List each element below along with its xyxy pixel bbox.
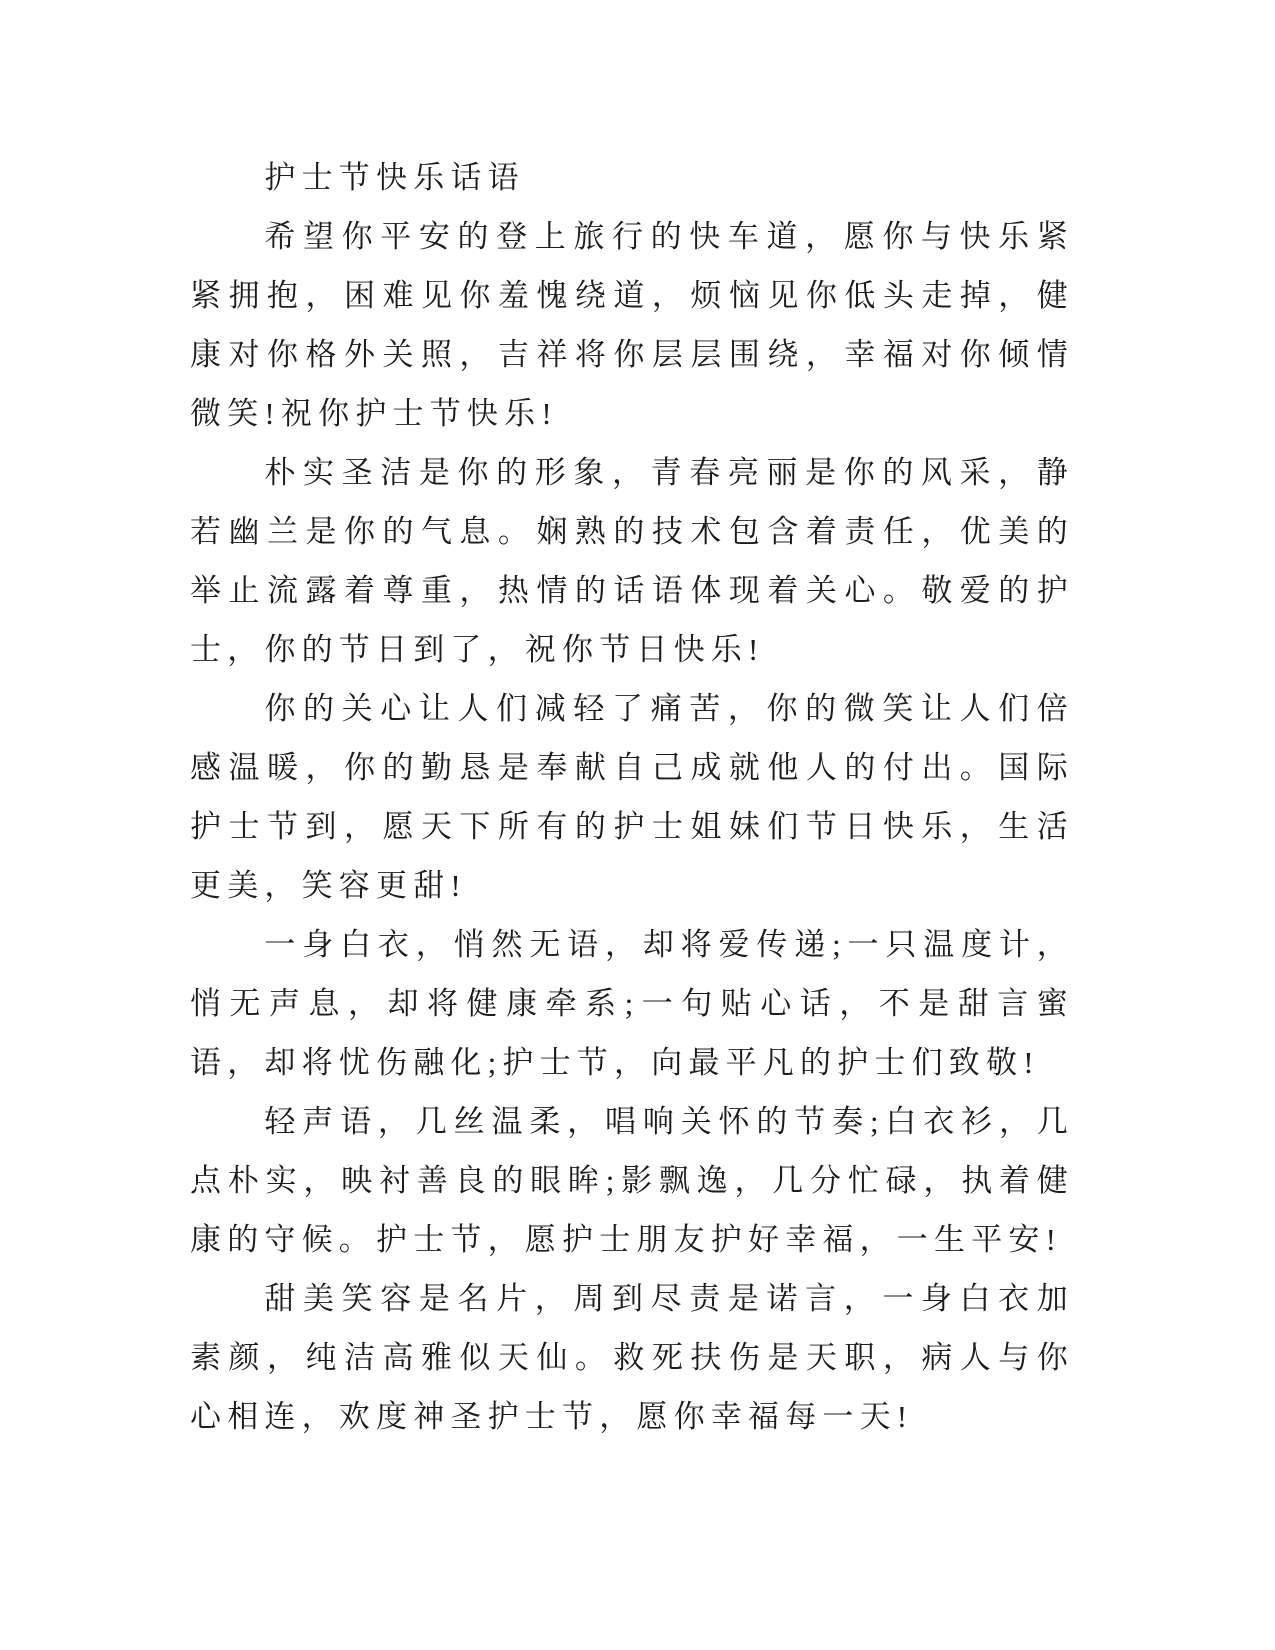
- paragraph-care-relieves-pain: 你的关心让人们减轻了痛苦，你的微笑让人们倍感温暖，你的勤恳是奉献自己成就他人的付出。国际护士节到，愿天下所有的护士姐妹们节日快乐，生活更美，笑容更甜!: [190, 691, 1074, 903]
- document-title: 护士节快乐话语: [264, 160, 525, 195]
- paragraph-pure-image: 朴实圣洁是你的形象，青春亮丽是你的风采，静若幽兰是你的气息。娴熟的技术包含着责任，优美的举止流露着尊重，热情的话语体现着关心。敬爱的护士，你的节日到了，祝你节日快乐!: [190, 455, 1074, 667]
- paragraph-sweet-smile-blessing: 甜美笑容是名片，周到尽责是诺言，一身白衣加素颜，纯洁高雅似天仙。救死扶伤是天职，病人与你心相连，欢度神圣护士节，愿你幸福每一天!: [190, 1281, 1074, 1434]
- document-text-block: [190, 148, 1074, 1446]
- paragraph-white-gown-tribute: 一身白衣，悄然无语，却将爱传递;一只温度计，悄无声息，却将健康牵系;一句贴心话，不是甜言蜜语，却将忧伤融化;护士节，向最平凡的护士们致敬!: [190, 927, 1074, 1080]
- paragraph-greeting-travel: 希望你平安的登上旅行的快车道，愿你与快乐紧紧拥抱，困难见你羞愧绕道，烦恼见你低头走掉，健康对你格外关照，吉祥将你层层围绕，幸福对你倾情微笑!祝你护士节快乐!: [190, 219, 1074, 431]
- paragraph-soft-voice-wishes: 轻声语，几丝温柔，唱响关怀的节奏;白衣衫，几点朴实，映衬善良的眼眸;影飘逸，几分忙碌，执着健康的守候。护士节，愿护士朋友护好幸福，一生平安!: [190, 1104, 1074, 1257]
